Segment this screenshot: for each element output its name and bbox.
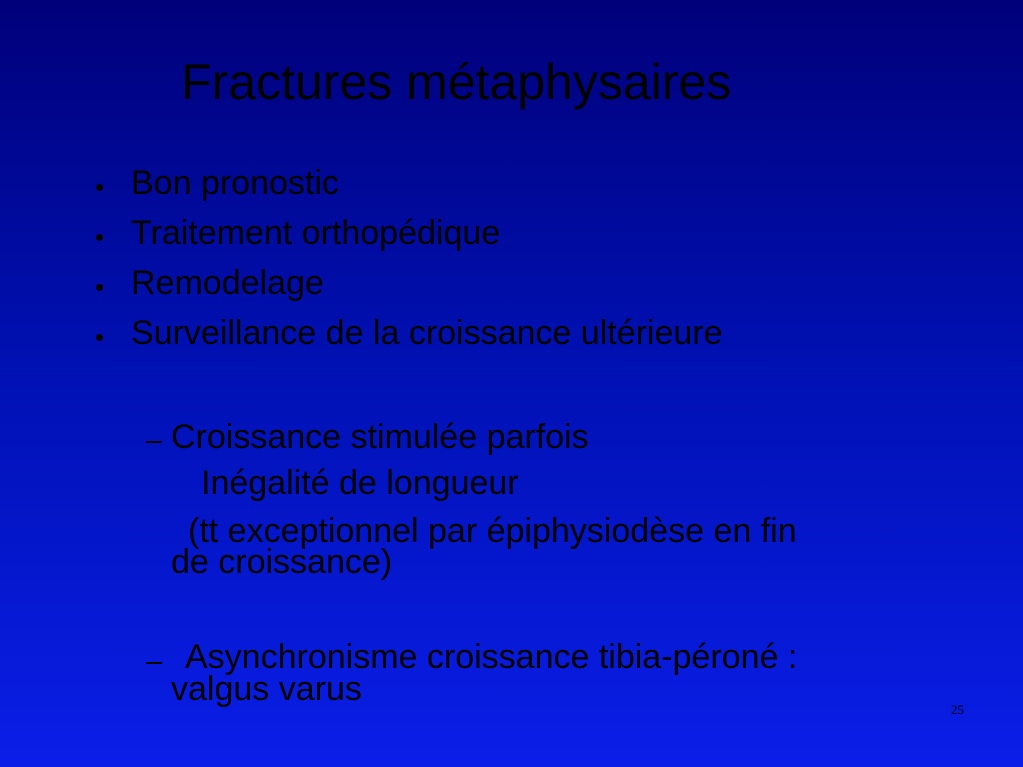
bullet-dot-icon bbox=[96, 184, 103, 191]
sub-item-heading: Croissance stimulée parfois bbox=[171, 418, 589, 456]
bullet-dot-icon bbox=[96, 334, 103, 341]
bullet-text: Bon pronostic bbox=[131, 164, 339, 202]
sub-item-line: de croissance) bbox=[171, 543, 393, 581]
bullet-dot-icon bbox=[96, 234, 103, 241]
dash-icon bbox=[146, 662, 162, 664]
sub-item-line: valgus varus bbox=[171, 670, 362, 708]
slide-title: Fractures métaphysaires bbox=[181, 54, 732, 110]
dash-icon bbox=[146, 441, 162, 443]
sub-item-heading: Asynchronisme croissance tibia-péroné : bbox=[185, 638, 798, 676]
bullet-text: Remodelage bbox=[131, 264, 324, 302]
bullet-text: Surveillance de la croissance ultérieure bbox=[131, 314, 723, 352]
bullet-dot-icon bbox=[96, 284, 103, 291]
sub-item-line: (tt exceptionnel par épiphysiodèse en fin bbox=[188, 512, 797, 550]
bullet-text: Traitement orthopédique bbox=[131, 214, 501, 252]
sub-item-line: Inégalité de longueur bbox=[201, 464, 519, 502]
page-number: 25 bbox=[951, 702, 964, 717]
